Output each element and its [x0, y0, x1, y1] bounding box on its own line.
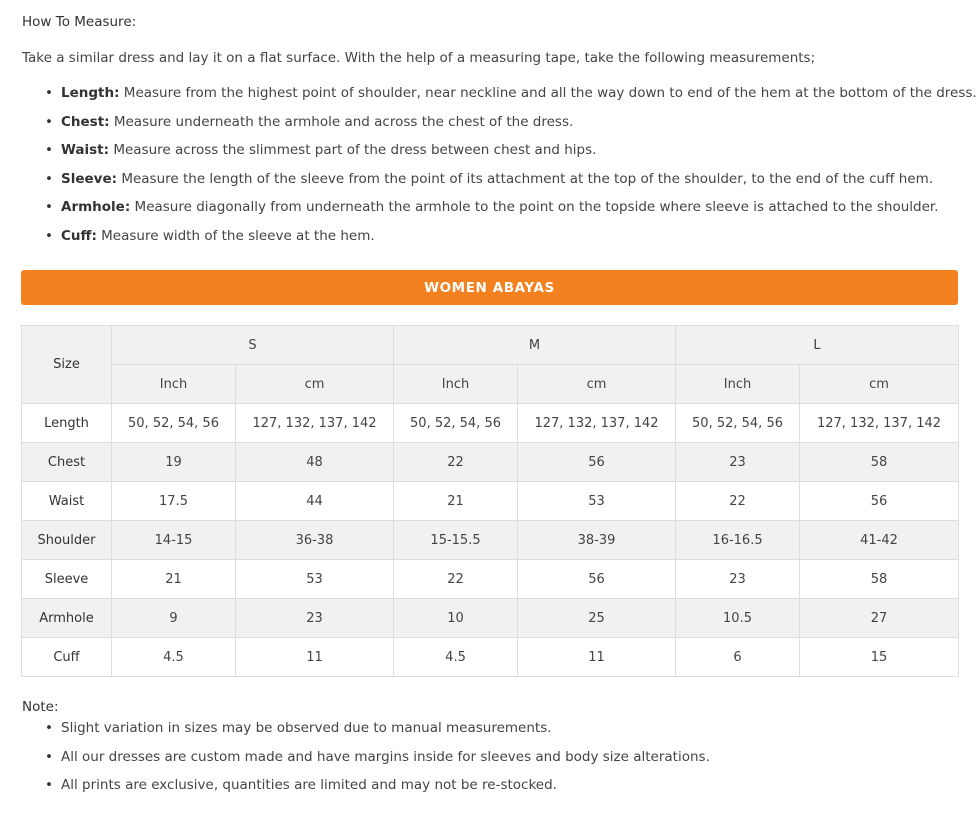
table-cell: 41-42: [800, 521, 959, 560]
women-abayas-banner: WOMEN ABAYAS: [21, 270, 958, 305]
measure-desc: Measure width of the sleeve at the hem.: [96, 227, 375, 244]
table-row: [22, 482, 959, 521]
table-cell: 50, 52, 54, 56: [394, 404, 518, 443]
table-cell: 127, 132, 137, 142: [236, 404, 394, 443]
table-cell: 4.5: [394, 638, 518, 677]
table-cell: 17.5: [112, 482, 236, 521]
row-label: Chest: [22, 443, 112, 482]
table-cell: 127, 132, 137, 142: [800, 404, 959, 443]
table-cell: 6: [676, 638, 800, 677]
table-cell: 11: [518, 638, 676, 677]
table-cell: 21: [394, 482, 518, 521]
measure-item-chest: [22, 113, 977, 142]
table-cell: 22: [394, 443, 518, 482]
row-label: Shoulder: [22, 521, 112, 560]
note-title: Note:: [22, 699, 59, 715]
measure-desc: Measure diagonally from underneath the armhole to the point on the topside where sleeve is attached to the shoulder.: [130, 199, 939, 216]
measure-desc: Measure across the slimmest part of the dress between chest and hips.: [109, 142, 597, 159]
size-header: Size: [22, 326, 112, 404]
unit-header: Inch: [394, 365, 518, 404]
measure-intro: Take a similar dress and lay it on a flat surface. With the help of a measuring tape, take the following measurements;: [22, 50, 816, 66]
row-label: Waist: [22, 482, 112, 521]
table-cell: 21: [112, 560, 236, 599]
table-cell: 53: [518, 482, 676, 521]
size-chart-table: [21, 325, 959, 677]
unit-header: cm: [518, 365, 676, 404]
table-row: [22, 443, 959, 482]
table-cell: 19: [112, 443, 236, 482]
measure-term: Chest:: [61, 113, 110, 130]
unit-header: cm: [800, 365, 959, 404]
table-cell: 10.5: [676, 599, 800, 638]
note-item: • Slight variation in sizes may be observed due to manual measurements.: [22, 719, 710, 748]
table-row: [22, 404, 959, 443]
measurement-list: [22, 84, 977, 256]
notes-list: [22, 719, 710, 805]
table-cell: 48: [236, 443, 394, 482]
table-cell: 4.5: [112, 638, 236, 677]
table-cell: 56: [800, 482, 959, 521]
table-header-units-row: [22, 365, 959, 404]
table-cell: 16-16.5: [676, 521, 800, 560]
table-row: [22, 638, 959, 677]
table-cell: 38-39: [518, 521, 676, 560]
table-cell: 23: [236, 599, 394, 638]
table-cell: 50, 52, 54, 56: [676, 404, 800, 443]
measure-term: Waist:: [61, 142, 110, 159]
measure-item-waist: [22, 141, 977, 170]
table-cell: 36-38: [236, 521, 394, 560]
table-cell: 56: [518, 443, 676, 482]
table-cell: 27: [800, 599, 959, 638]
table-row: [22, 560, 959, 599]
row-label: Armhole: [22, 599, 112, 638]
note-item: • All our dresses are custom made and have margins inside for sleeves and body size alterations.: [22, 748, 710, 777]
how-to-measure-heading: How To Measure:: [22, 14, 137, 30]
table-cell: 23: [676, 443, 800, 482]
table-cell: 25: [518, 599, 676, 638]
table-cell: 23: [676, 560, 800, 599]
row-label: Length: [22, 404, 112, 443]
table-cell: 22: [676, 482, 800, 521]
measure-term: Cuff:: [61, 227, 97, 244]
table-cell: 15-15.5: [394, 521, 518, 560]
table-cell: 14-15: [112, 521, 236, 560]
unit-header: Inch: [112, 365, 236, 404]
table-cell: 50, 52, 54, 56: [112, 404, 236, 443]
measure-item-armhole: [22, 198, 977, 227]
row-label: Cuff: [22, 638, 112, 677]
unit-header: Inch: [676, 365, 800, 404]
measure-item-length: [22, 84, 977, 113]
table-header-sizes-row: [22, 326, 959, 365]
measure-term: Length:: [61, 85, 120, 101]
table-cell: 22: [394, 560, 518, 599]
size-header-s: S: [112, 326, 394, 365]
table-cell: 11: [236, 638, 394, 677]
row-label: Sleeve: [22, 560, 112, 599]
unit-header: cm: [236, 365, 394, 404]
measure-item-cuff: [22, 227, 977, 256]
table-cell: 44: [236, 482, 394, 521]
table-cell: 58: [800, 560, 959, 599]
measure-desc: Measure from the highest point of shoulder, near neckline and all the way down to end of the hem at the bottom of the dress.: [119, 85, 977, 101]
table-cell: 10: [394, 599, 518, 638]
measure-desc: Measure the length of the sleeve from the point of its attachment at the top of the shoulder, to the end of the cuff hem.: [117, 170, 934, 187]
table-cell: 58: [800, 443, 959, 482]
table-cell: 127, 132, 137, 142: [518, 404, 676, 443]
table-cell: 9: [112, 599, 236, 638]
measure-desc: Measure underneath the armhole and across the chest of the dress.: [109, 113, 574, 130]
size-header-m: M: [394, 326, 676, 365]
table-row: [22, 599, 959, 638]
measure-item-sleeve: [22, 170, 977, 199]
measure-term: Armhole:: [61, 199, 131, 216]
table-cell: 53: [236, 560, 394, 599]
table-cell: 15: [800, 638, 959, 677]
measure-term: Sleeve:: [61, 170, 118, 187]
size-header-l: L: [676, 326, 959, 365]
note-item: • All prints are exclusive, quantities are limited and may not be re-stocked.: [22, 776, 710, 805]
table-cell: 56: [518, 560, 676, 599]
table-row: [22, 521, 959, 560]
